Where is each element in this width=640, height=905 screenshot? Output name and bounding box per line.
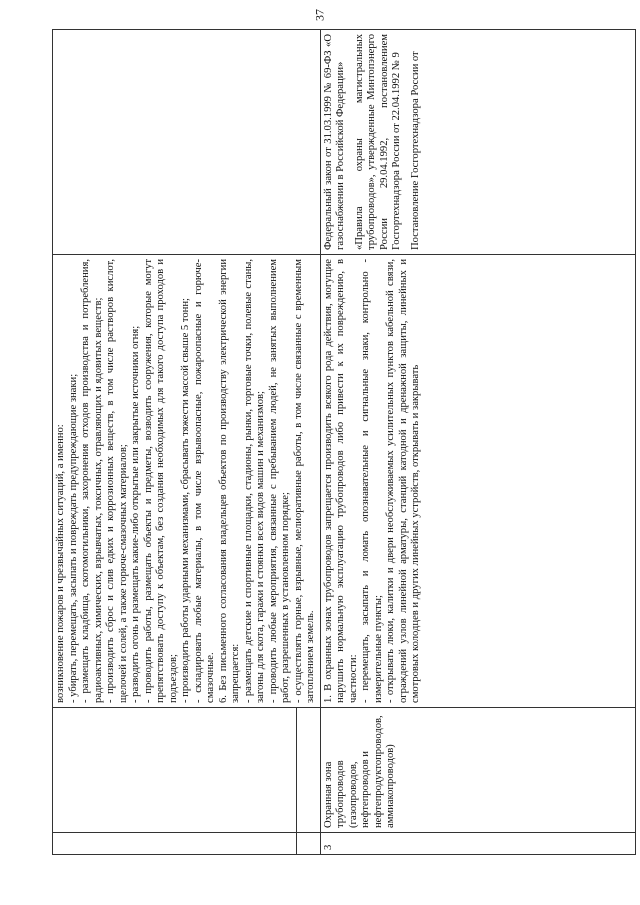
restriction-line: возникновение пожаров и чрезвычайных ситуаций, а именно: [55, 424, 66, 703]
row-number-cell: 3 [320, 833, 635, 855]
page-number: 37 [312, 9, 327, 21]
references-cell [53, 30, 321, 255]
restriction-line: - проводить любые мероприятия, связанные с пребыванием людей, не занятых выполнением работ, разрешенных в установленном порядке; [267, 259, 291, 703]
restriction-line: - складировать любые материалы, в том числе взрывоопасные, пожароопасные и горюче-смазочные. [192, 259, 216, 703]
reference-text: Федеральный закон от 31.03.1999 № 69-ФЗ «О газоснабжении в Российской Федерации» [322, 34, 346, 250]
restrictions-cell [320, 255, 635, 708]
row-number-cell [297, 833, 320, 855]
restriction-line: - производить работы ударными механизмами, сбрасывать тяжести массой свыше 5 тонн; [180, 298, 191, 703]
zone-cell [53, 708, 297, 833]
document-sheet [52, 30, 597, 855]
references-cell [320, 30, 635, 255]
zone-cell [320, 708, 635, 833]
page-number-area [0, 0, 640, 30]
row-number-cell [53, 833, 297, 855]
restriction-line: - разводить огонь и размещать какие-либо открытые или закрытые источники огня; [130, 325, 141, 703]
restrictions-cell [53, 255, 321, 708]
zone-name: Охранная зона трубопроводов (газопроводов, нефтепроводов и нефтепродуктопроводов, аммиакопроводов) [322, 715, 396, 828]
restriction-line: - проводить работы, размещать объекты и предметы, возводить сооружения, которые могут препятствовать доступу к объектам, без создания необходимых для такого доступа проходов и подъездов; [142, 259, 179, 703]
restriction-line: - открывать люки, калитки и двери необслуживаемых усилительных пунктов кабельной связи, ограждений узлов линейной арматуры, станций катодной и дренажной защиты, линейных и смотровых колодцев и других линейных устройств, открывать и закрывать [385, 259, 421, 703]
table-row [320, 30, 635, 855]
restriction-line: 6. Без письменного согласования владельцев объектов по производству электрической энергии запрещается: [217, 259, 241, 703]
restriction-line: - убирать, перемещать, засыпать и повреждать предупреждающие знаки; [67, 373, 79, 703]
reference-text: Постановление Госгортехнадзора России от [409, 51, 421, 250]
restriction-line: - перемещать, засыпать и ломать опознавательные и сигнальные знаки, контрольно - измерительные пункты; [360, 259, 384, 703]
zones-table [52, 29, 636, 855]
restriction-line: - производить сброс и слив едких и коррозионных веществ, в том числе растворов кислот, щелочей и солей, а также горюче-смазочных материалов; [105, 259, 129, 703]
reference-text: «Правила охраны магистральных трубопроводов», утвержденные Минтопэнерго России 29.04.1992, постановлением Госгортехнадзора России от 22.04.1992 № 9 [353, 34, 402, 250]
restriction-line: - осуществлять горные, взрывные, мелиоративные работы, в том числе связанные с временным затоплением земель. [292, 259, 316, 703]
restriction-line: - размещать кладбища, скотомогильники, захоронения отходов производства и потребления, радиоактивных, химических, взрывчатых, токсичных, отравляющих и ядовитых веществ; [80, 259, 104, 703]
restriction-line: - размещать детские и спортивные площадки, стадионы, рынки, торговые точки, полевые станы, загоны для скота, гаражи и стоянки всех видов машин и механизмов; [242, 259, 266, 703]
restriction-line: 1. В охранных зонах трубопроводов запрещается производить всякого рода действия, могущие нарушить нормальную эксплуатацию трубопроводов либо привести к их повреждению, в частности: [322, 259, 359, 703]
table-row [53, 30, 297, 855]
zone-cell [297, 708, 320, 833]
